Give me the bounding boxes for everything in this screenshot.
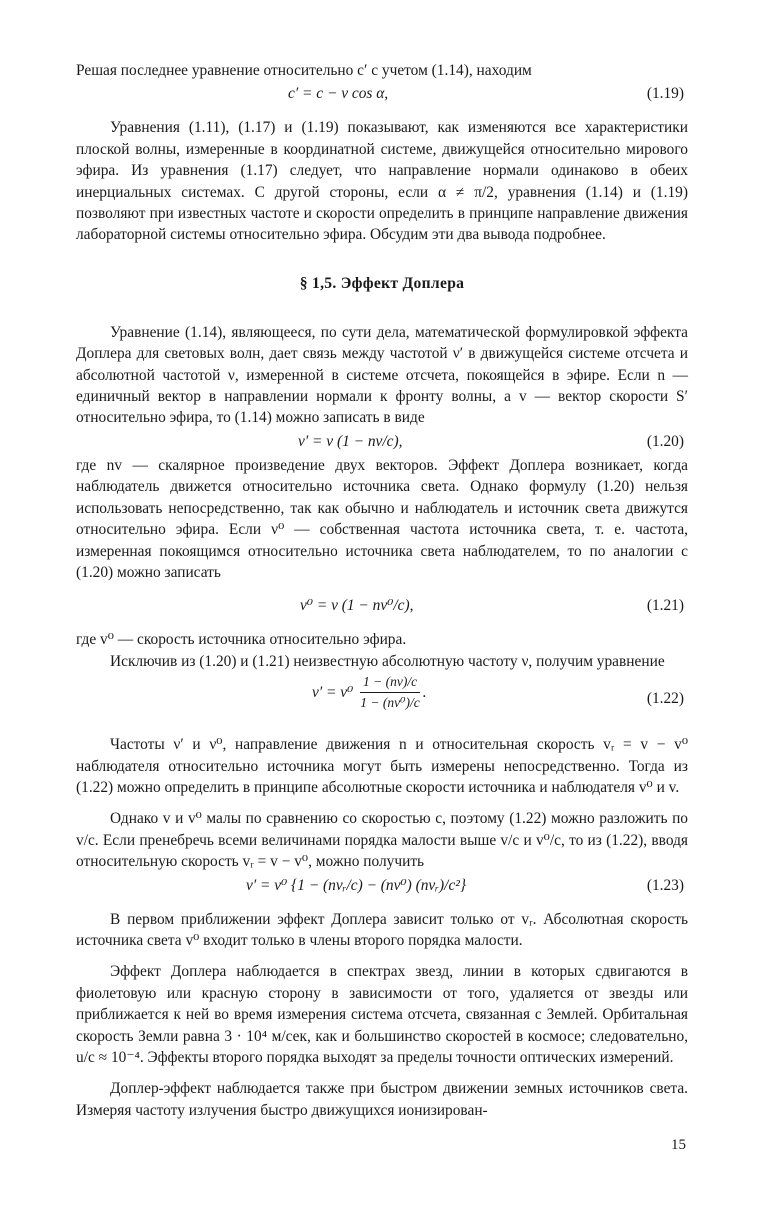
- equation-1-20-expr: ν′ = ν (1 − nv/c),: [298, 432, 403, 450]
- equation-1-23-number: (1.23): [646, 876, 684, 894]
- equation-1-21: [76, 593, 688, 619]
- equation-1-22-number: (1.22): [646, 690, 684, 708]
- equation-1-22-denominator: 1 − (nv⁰)/c: [360, 695, 420, 711]
- paragraph-after-1-21: где v⁰ — скорость источника относительно эфира.: [76, 631, 407, 649]
- intro-line: Решая последнее уравнение относительно c′ с учетом (1.14), находим: [76, 62, 532, 79]
- equation-1-23-expr: ν′ = ν⁰ {1 − (nvᵣ/c) − (nv⁰) (nvᵣ)/c²}: [246, 876, 467, 894]
- section-heading: § 1,5. Эффект Доплера: [299, 274, 465, 292]
- paragraph-after-1-20: где nv — скалярное произведение двух векторов. Эффект Доплера возникает, когда наблюдатель движется относительно источника света. Однако формулу (1.20) нельзя использовать непосредственно, так как обычно и наблюдатель и источник света движутся относительно эфира. Если ν⁰ — собственная частота источника света, т. е. частота, измеренная покоящимся относительно источника света наблюдателем, то по аналогии с (1.20) можно записать: [76, 456, 688, 581]
- paragraph-however: Однако v и v⁰ малы по сравнению со скоростью c, поэтому (1.22) можно разложить по v/c. Если пренебречь всеми величинами порядка малости выше v/c и v⁰/c, то из (1.22), вводя относительную скорость vᵣ = v − v⁰, можно получить: [76, 810, 688, 871]
- paragraph-doppler-intro: Уравнение (1.14), являющееся, по сути дела, математической формулировкой эффекта Доплера для световых волн, дает связь между частотой ν′ в движущейся системе отсчета и абсолютной частотой ν, измеренной в системе отсчета, покоящейся в эфире. Если n — единичный вектор в направлении нормали к фронту волны, а v — вектор скорости S′ относительно эфира, то (1.14) можно записать в виде: [76, 323, 688, 427]
- equation-1-21-number: (1.21): [646, 597, 684, 615]
- equation-1-22-numerator: 1 − (nv)/c: [360, 672, 420, 693]
- equation-1-22-fraction: [357, 672, 423, 713]
- paragraph-after-1-19: Уравнения (1.11), (1.17) и (1.19) показывают, как изменяются все характеристики плоской волны, измеренные в координатной системе, движущейся относительно мирового эфира. Из уравнения (1.17) следует, что направление нормали одинаково в обеих инерциальных системах. С другой стороны, если α ≠ π/2, уравнения (1.14) и (1.19) позволяют при известных частоте и скорости определить в принципе направление движения лабораторной системы относительно эфира. Обсудим эти два вывода подробнее.: [76, 119, 688, 244]
- equation-1-20-number: (1.20): [646, 432, 684, 450]
- equation-1-19-expr: c′ = c − v cos α,: [288, 85, 389, 103]
- page-number: 15: [671, 1137, 686, 1153]
- equation-1-23: [76, 873, 688, 899]
- equation-1-22-lhs: ν′ = ν⁰: [312, 683, 354, 701]
- paragraph-observed: Эффект Доплера наблюдается в спектрах звезд, линии в которых сдвигаются в фиолетовую или красную сторону в зависимости от того, удаляется от звезды или приближается к ней во время измерения система отсчета, связанная с Землей. Орбитальная скорость Земли равна 3 · 10⁴ м/сек, как и большинство скоростей в космосе; следовательно, u/c ≈ 10⁻⁴. Эффекты второго порядка выходят за пределы точности оптических измерений.: [76, 963, 688, 1066]
- equation-1-22: [76, 672, 688, 724]
- paragraph-frequencies: Частоты ν′ и ν⁰, направление движения n и относительная скорость vᵣ = v − v⁰ наблюдателя относительно источника могут быть измерены непосредственно. Тогда из (1.22) можно определить в принципе абсолютные скорости источника и наблюдателя v⁰ и v.: [76, 736, 688, 796]
- equation-1-21-expr: ν⁰ = ν (1 − nv⁰/c),: [300, 597, 414, 615]
- page-body: [76, 60, 688, 1121]
- equation-1-19-number: (1.19): [646, 85, 684, 103]
- equation-1-20: [76, 429, 688, 455]
- paragraph-first-approximation: В первом приближении эффект Доплера зависит только от vᵣ. Абсолютная скорость источника света v⁰ входит только в члены второго порядка малости.: [76, 910, 688, 949]
- paragraph-last: Доплер-эффект наблюдается также при быстром движении земных источников света. Измеряя частоту излучения быстро движущихся ионизирован-: [76, 1080, 688, 1119]
- paragraph-exclude: Исключив из (1.20) и (1.21) неизвестную абсолютную частоту ν, получим уравнение: [110, 652, 665, 670]
- equation-1-22-tail: .: [422, 683, 427, 701]
- equation-1-19: [76, 81, 688, 107]
